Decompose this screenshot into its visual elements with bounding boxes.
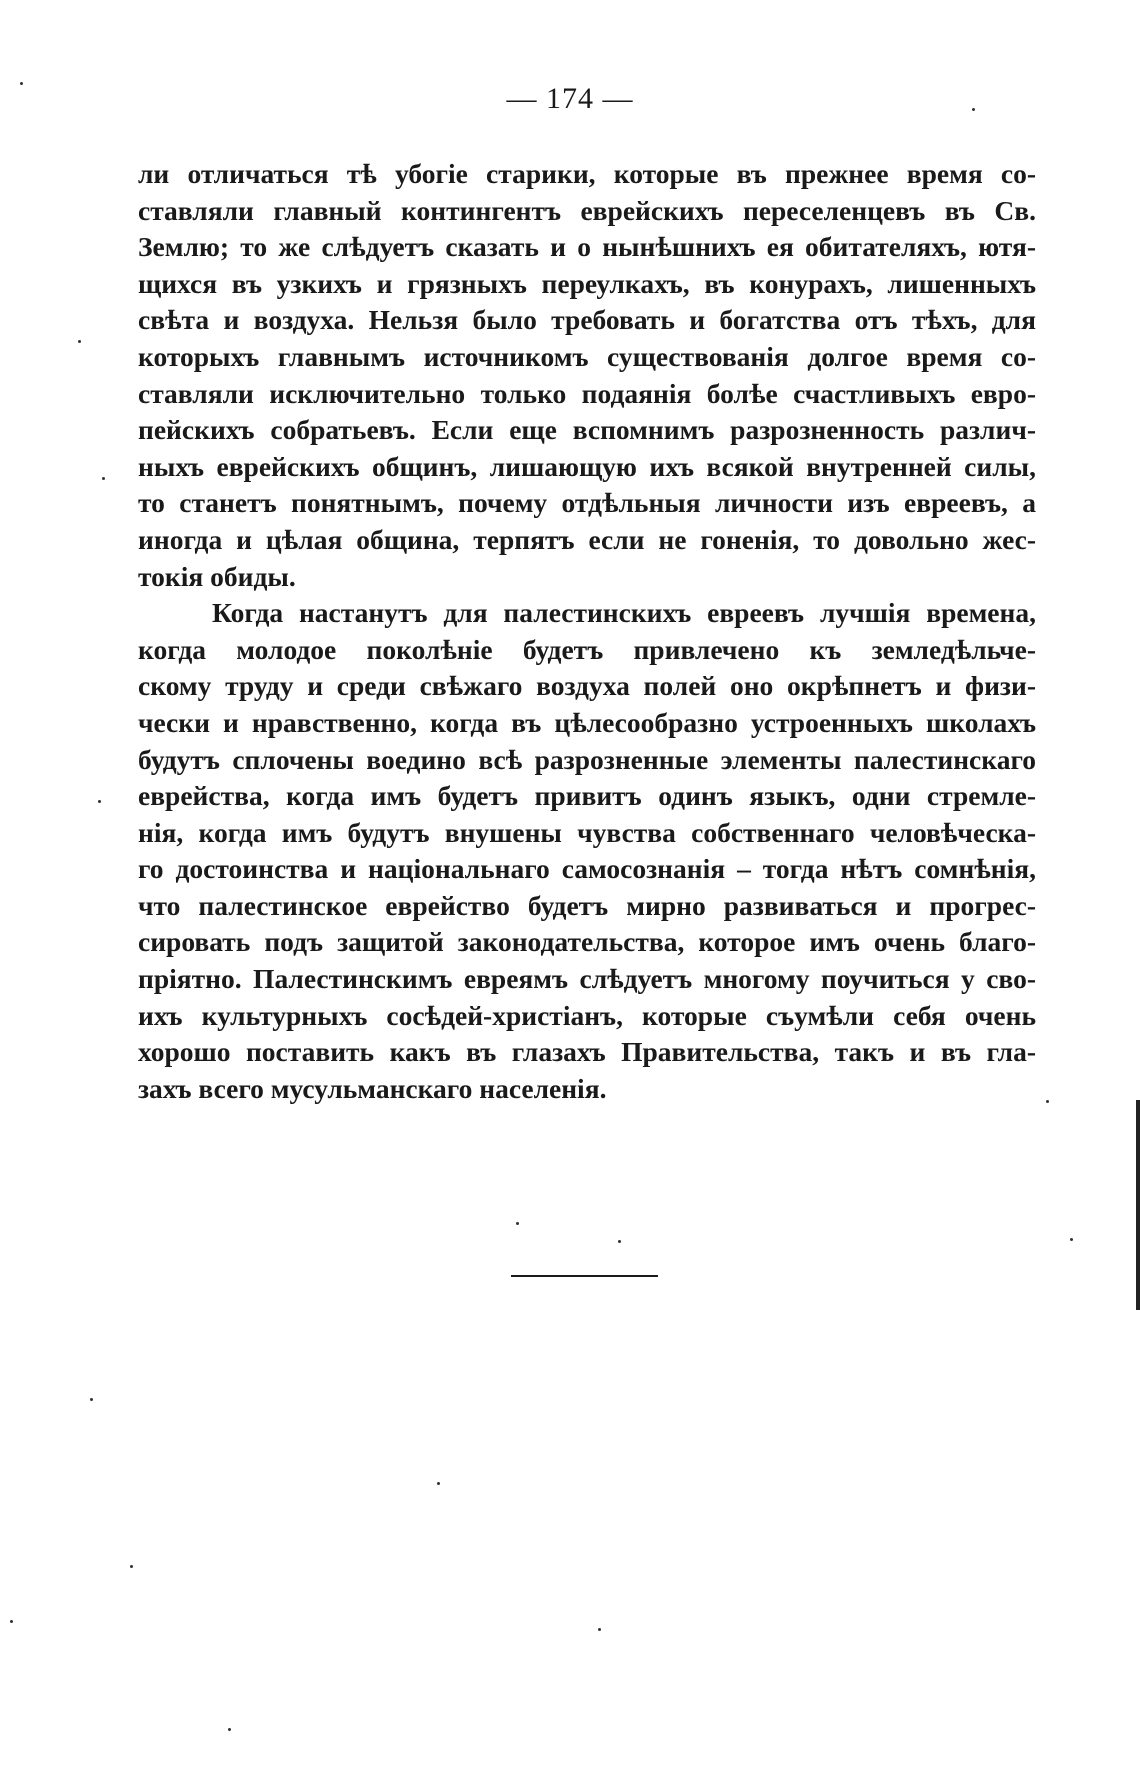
text-line: го достоинства и національнаго самосознанія – тогда нѣтъ сомнѣнія, [138, 853, 1036, 885]
text-line: щихся въ узкихъ и грязныхъ переулкахъ, въ конурахъ, лишенныхъ [138, 267, 1036, 299]
scan-speck [437, 1482, 440, 1485]
text-line: будутъ сплочены воедино всѣ разрозненные элементы палестинскаго [138, 743, 1036, 775]
text-line: свѣта и воздуха. Нельзя было требовать и богатства отъ тѣхъ, для [138, 304, 1036, 336]
scan-speck [90, 1398, 93, 1401]
scan-edge-shadow [1136, 1100, 1140, 1310]
section-separator [511, 1275, 658, 1277]
scan-speck [78, 340, 81, 343]
scan-speck [516, 1222, 519, 1225]
text-line: иногда и цѣлая община, терпятъ если не гоненія, то довольно жес- [138, 523, 1036, 555]
text-line: пріятно. Палестинскимъ евреямъ слѣдуетъ многому поучиться у сво- [138, 963, 1036, 995]
scan-speck [1046, 1100, 1049, 1103]
text-line: еврейства, когда имъ будетъ привитъ одинъ языкъ, одни стремле- [138, 780, 1036, 812]
scan-speck [228, 1728, 231, 1731]
text-line: сировать подъ защитой законодательства, которое имъ очень благо- [138, 926, 1036, 958]
text-line: ставляли главный контингентъ еврейскихъ переселенцевъ въ Св. [138, 194, 1036, 226]
text-line: токія обиды. [138, 560, 296, 592]
scan-speck [98, 800, 101, 803]
text-line: чески и нравственно, когда въ цѣлесообразно устроенныхъ школахъ [138, 706, 1036, 738]
text-line: пейскихъ собратьевъ. Если еще вспомнимъ разрозненность различ- [138, 414, 1036, 446]
body-text [138, 156, 1036, 1107]
scan-speck [1070, 1238, 1073, 1241]
text-line: ихъ культурныхъ сосѣдей-христіанъ, которые съумѣли себя очень [138, 999, 1036, 1031]
scan-speck [972, 108, 975, 111]
scan-speck [20, 82, 23, 85]
scan-speck [10, 1620, 13, 1623]
text-line: что палестинское еврейство будетъ мирно развиваться и прогрес- [138, 889, 1036, 921]
text-line: Когда настанутъ для палестинскихъ евреевъ лучшія времена, [212, 597, 1036, 629]
paragraph-2 [138, 595, 1036, 1107]
text-line: ставляли исключительно только подаянія болѣе счастливыхъ евро- [138, 377, 1036, 409]
text-line: которыхъ главнымъ источникомъ существованія долгое время со- [138, 340, 1036, 372]
scan-speck [130, 1565, 133, 1568]
text-line: то станетъ понятнымъ, почему отдѣльныя личности изъ евреевъ, а [138, 487, 1036, 519]
text-line: Землю; то же слѣдуетъ сказать и о нынѣшнихъ ея обитателяхъ, ютя- [138, 231, 1036, 263]
text-line: ли отличаться тѣ убогіе старики, которые въ прежнее время со- [138, 158, 1036, 189]
page-number: — 174 — [506, 82, 634, 115]
text-line: когда молодое поколѣніе будетъ привлечено къ земледѣльче- [138, 633, 1036, 665]
scan-speck [102, 477, 105, 480]
text-line: хорошо поставить какъ въ глазахъ Правительства, такъ и въ гла- [138, 1036, 1036, 1068]
text-line: ныхъ еврейскихъ общинъ, лишающую ихъ всякой внутренней силы, [138, 450, 1036, 482]
scan-speck [618, 1240, 621, 1243]
scan-speck [598, 1628, 601, 1631]
text-line: нія, когда имъ будутъ внушены чувства собственнаго человѣческа- [138, 816, 1036, 848]
text-line: захъ всего мусульманскаго населенія. [138, 1072, 607, 1104]
text-line: скому труду и среди свѣжаго воздуха полей оно окрѣпнетъ и физи- [138, 670, 1036, 702]
paragraph-1 [138, 156, 1036, 595]
